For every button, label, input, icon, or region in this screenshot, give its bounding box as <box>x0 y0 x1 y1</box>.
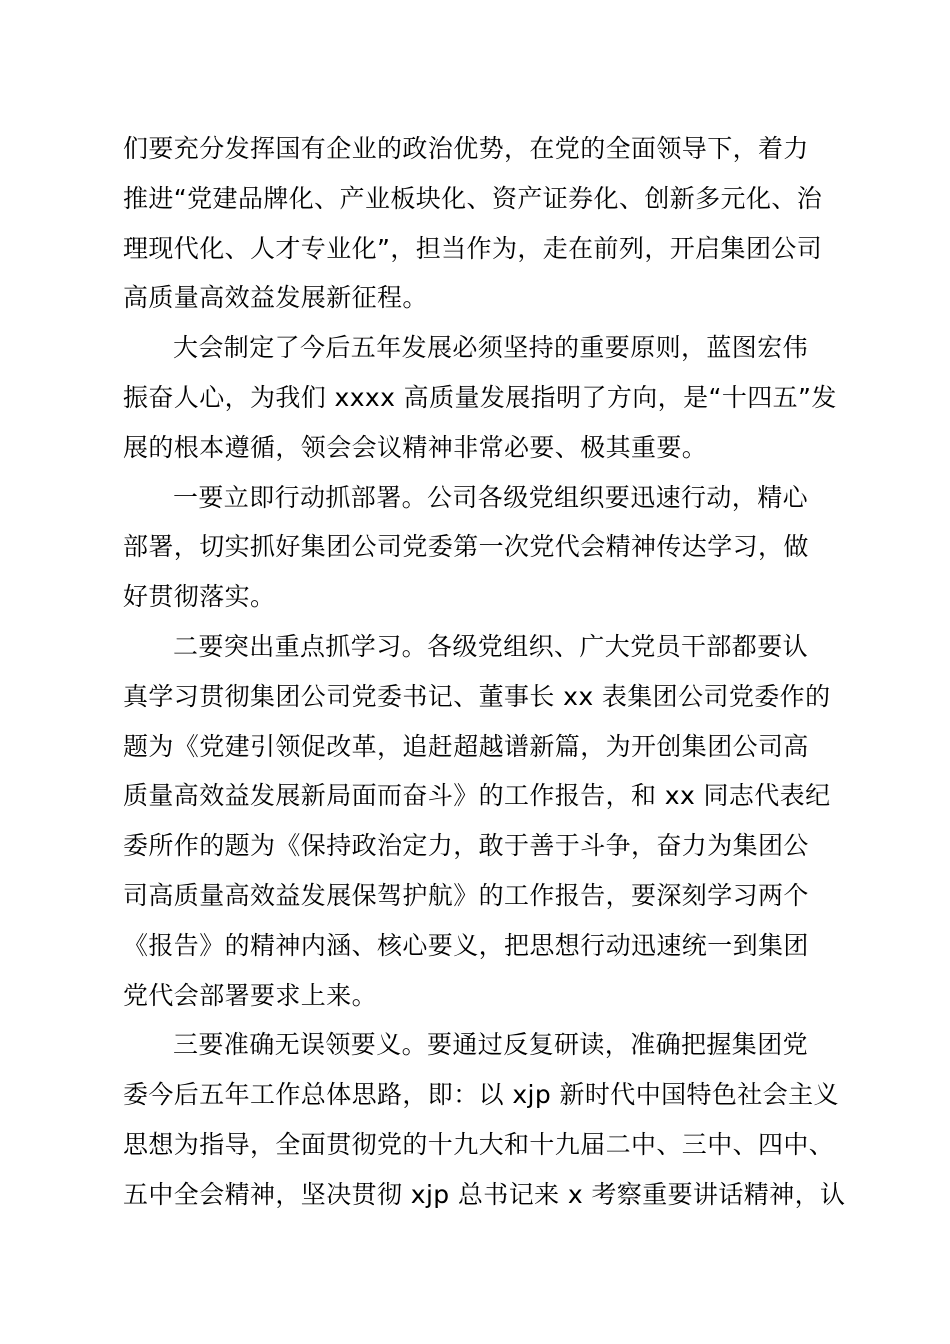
text-line: 们要充分发挥国有企业的政治优势，在党的全面领导下，着力 <box>123 134 809 163</box>
text-line: 司高质量高效益发展保驾护航》的工作报告，要深刻学习两个 <box>123 880 809 910</box>
paragraph-first-line: 一要立即行动抓部署。公司各级党组织要迅速行动，精心 <box>173 482 809 512</box>
paragraph-first-line: 二要突出重点抓学习。各级党组织、广大党员干部都要认 <box>173 631 809 661</box>
document-body <box>123 124 846 1220</box>
text-line: 高质量高效益发展新征程。 <box>123 283 428 313</box>
text-line: 理现代化、人才专业化”，担当作为，走在前列，开启集团公司 <box>123 233 823 263</box>
text-line: 五中全会精神，坚决贯彻 xjp 总书记来 x 考察重要讲话精神，认 <box>123 1179 846 1209</box>
text-line: 委今后五年工作总体思路，即：以 xjp 新时代中国特色社会主义 <box>123 1080 839 1110</box>
text-line: 题为《党建引领促改革，追赶超越谱新篇，为开创集团公司高 <box>123 731 809 761</box>
text-line: 推进“党建品牌化、产业板块化、资产证券化、创新多元化、治 <box>123 183 823 213</box>
text-line: 展的根本遵循，领会会议精神非常必要、极其重要。 <box>123 432 708 462</box>
text-line: 真学习贯彻集团公司党委书记、董事长 xx 表集团公司党委作的 <box>123 681 831 711</box>
text-line: 振奋人心，为我们 xxxx 高质量发展指明了方向，是“十四五”发 <box>123 382 837 412</box>
text-line: 部署，切实抓好集团公司党委第一次党代会精神传达学习，做 <box>123 532 809 562</box>
text-line: 好贯彻落实。 <box>123 582 276 612</box>
text-line: 思想为指导，全面贯彻党的十九大和十九届二中、三中、四中、 <box>123 1129 835 1159</box>
text-line: 质量高效益发展新局面而奋斗》的工作报告，和 xx 同志代表纪 <box>123 781 831 811</box>
paragraph-first-line: 三要准确无误领要义。要通过反复研读，准确把握集团党 <box>173 1030 809 1060</box>
text-line: 《报告》的精神内涵、核心要义，把思想行动迅速统一到集团 <box>123 930 809 960</box>
text-line: 党代会部署要求上来。 <box>123 980 378 1010</box>
text-line: 委所作的题为《保持政治定力，敢于善于斗争，奋力为集团公 <box>123 831 809 861</box>
paragraph-first-line: 大会制定了今后五年发展必须坚持的重要原则，蓝图宏伟 <box>173 333 809 363</box>
